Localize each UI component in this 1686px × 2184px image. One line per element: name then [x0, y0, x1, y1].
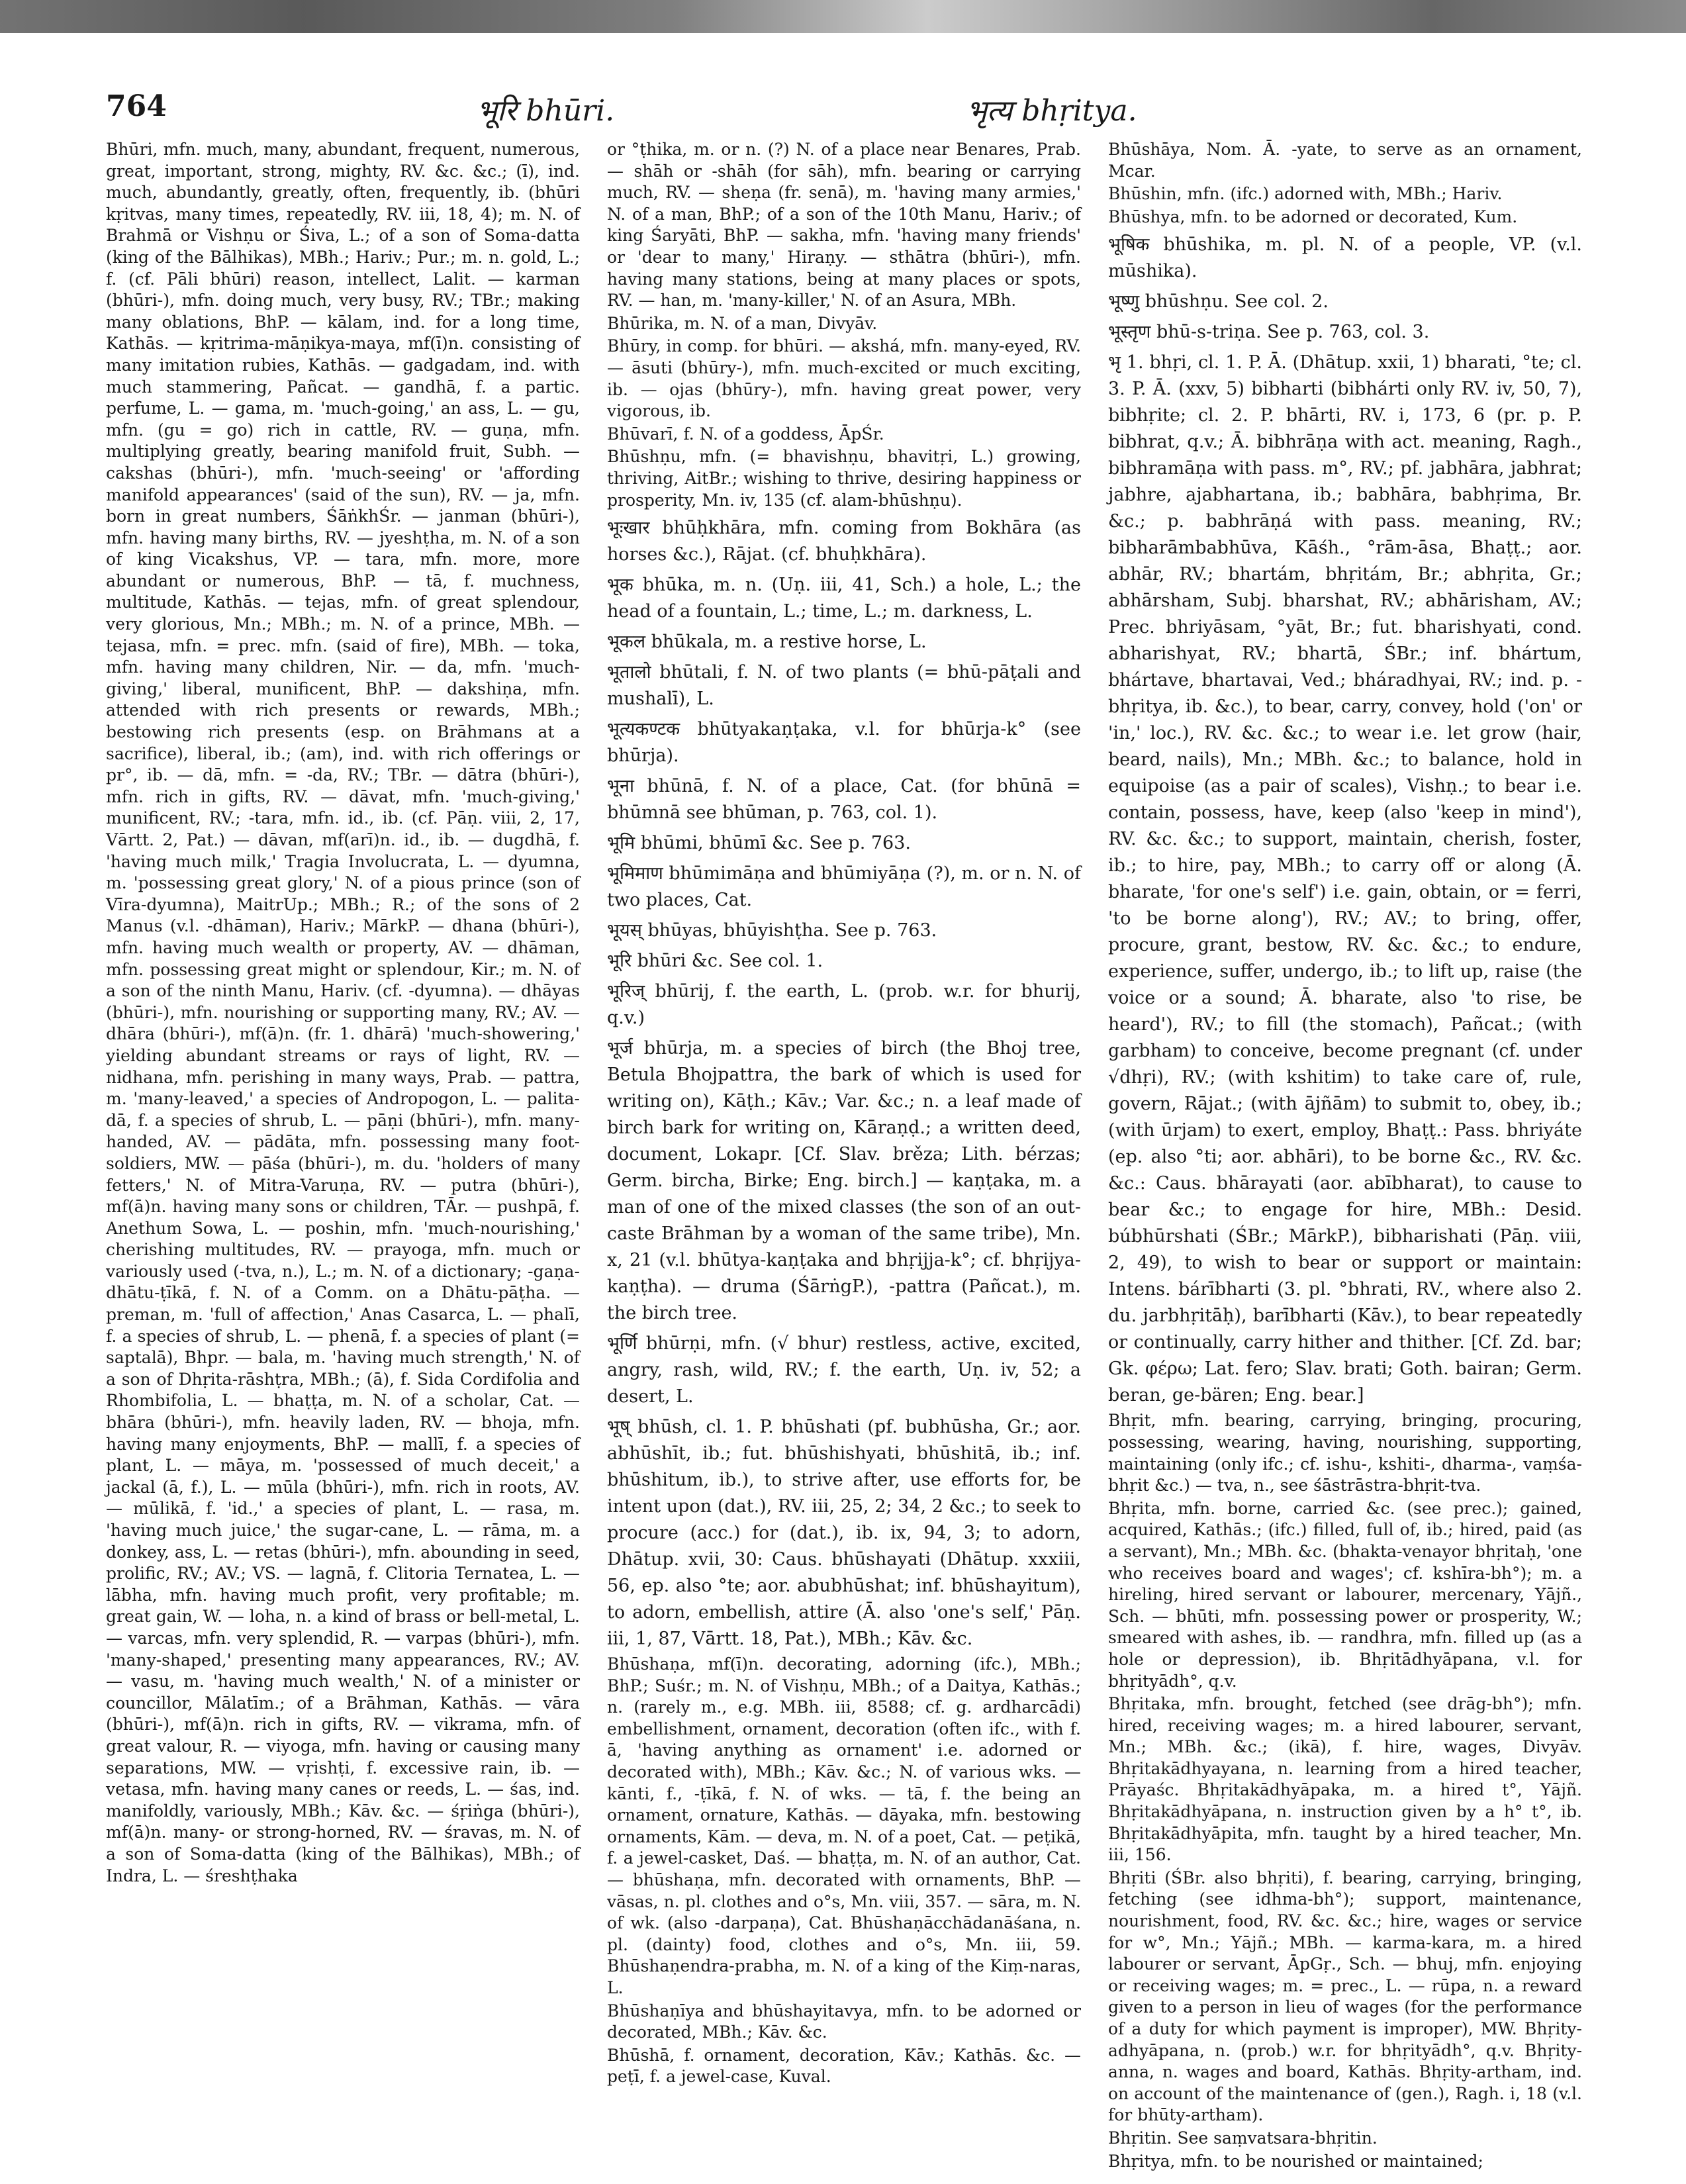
- column-3: [1108, 139, 1582, 2171]
- dictionary-entry: भूमिमाण bhūmimāṇa and bhūmiyāṇa (?), m. or n. N. of two places, Cat.: [607, 863, 1081, 911]
- dictionary-entry: Bhūshā, f. ornament, decoration, Kāv.; Kathās. &c. — peṭī, f. a jewel-case, Kuval.: [607, 2045, 1081, 2087]
- dictionary-entry: भृ 1. bhṛi, cl. 1. P. Ā. (Dhātup. xxii, 1) bharati, °te; cl. 3. P. Ā. (xxv, 5) bibharti (bibhárti only RV. iv, 50, 7), bibhṛite; cl. 2. P. bhārti, RV. i, 173, 6 (pr. p. P. bibhrat, q.v.; Ā. bibhrāṇa with act. meaning, Ragh., bibhramāṇa with pass. m°, RV.; pf. jabhāra, jabhrat; jabhre, ajabhartana, ib.; babhāra, babhṛima, Br. &c.; p. babhrāṇá with pass. meaning, RV.; bibharāmbabhūva, Kāśh., °rām-āsa, Bhaṭṭ.; aor. abhār, RV.; bhartám, bhṛitám, Br.; abhṛita, Gr.; abhārsham, Subj. bharshat, RV.; abhārisham, AV.; Prec. bhriyāsam, °yāt, Br.; fut. bharishyati, cond. abharishyat, RV.; bhartā, ŚBr.; inf. bhártum, bhártave, bhartavai, Ved.; bháradhyai, RV.; ind. p. -bhṛitya, ib. &c.), to bear, carry, convey, hold ('on' or 'in,' loc.), RV. &c. &c.; to wear i.e. let grow (hair, beard, nails), Mn.; MBh. &c.; to balance, hold in equipoise (as a pair of scales), Vishṇ.; to bear i.e. contain, possess, have, keep (also 'keep in mind'), RV. &c. &c.; to support, maintain, cherish, foster, ib.; to hire, pay, MBh.; to carry off or along (Ā. bharate, 'for one's self') i.e. gain, obtain, or = ferri, 'to be borne along'), RV.; AV.; to bring, offer, procure, grant, bestow, RV. &c. &c.; to endure, experience, suffer, undergo, ib.; to lift up, raise (the voice or a sound; Ā. bharate, also 'to rise, be heard'), RV.; to fill (the stomach), Pañcat.; (with garbham) to conceive, become pregnant (cf. under √dhṛi), RV.; (with kshitim) to take care of, rule, govern, Rājat.; (with ājñām) to submit to, obey, ib.; (with ūrjam) to exert, employ, Bhaṭṭ.: Pass. bhriyáte (ep. also °ti; aor. abhāri), to be borne &c., RV. &c. &c.: Caus. bhārayati (aor. abībharat), to cause to bear &c.; to engage for hire, MBh.: Desid. búbhūrshati (ŚBr.; MārkP.), bibharishati (Pāṇ. viii, 2, 49), to wish to bear or support or maintain: Intens. bárībharti (3. pl. °bhrati, RV., where also 2. du. jarbhṛitāḥ), barībharti (Kāv.), to bear repeatedly or continually, carry hither and thither. [Cf. Zd. bar; Gk. φέρω; Lat. fero; Slav. brati; Goth. bairan; Germ. beran, ge-bären; Eng. bear.]: [1108, 352, 1582, 1406]
- dictionary-entry: भूर्ज bhūrja, m. a species of birch (the Bhoj tree, Betula Bhojpattra, the bark of which is used for writing on), Kāṭh.; Kāv.; Var. &c.; n. a leaf made of birch bark for writing on, Kāraṇḍ.; a written deed, document, Lokapr. [Cf. Slav. brěza; Lith. bérzas; Germ. bircha, Birke; Eng. birch.] — kaṇṭaka, m. a man of one of the mixed classes (the son of an out-caste Brāhman by a woman of the same tribe), Mn. x, 21 (v.l. bhūtya-kaṇṭaka and bhṛijja-k°; cf. bhṛijya-kaṇṭha). — druma (ŚārṅgP.), -pattra (Pañcat.), m. the birch tree.: [607, 1038, 1081, 1324]
- dictionary-entry: भूष्णु bhūshṇu. See col. 2.: [1108, 291, 1329, 312]
- dictionary-entry: Bhṛitin. See saṃvatsara-bhṛitin.: [1108, 2128, 1378, 2148]
- dictionary-entry: Bhūrika, m. N. of a man, Divyāv.: [607, 313, 878, 333]
- dictionary-entry: Bhūry, in comp. for bhūri. — akshá, mfn. many-eyed, RV. — āsuti (bhūry-), mfn. much-excited or much exciting, ib. — ojas (bhūry-), mfn. having great power, very vigorous, ib.: [607, 336, 1081, 421]
- dictionary-entry: भूक bhūka, m. n. (Uṇ. iii, 41, Sch.) a hole, L.; the head of a fountain, L.; time, L.; m. darkness, L.: [607, 575, 1081, 622]
- page-number: 764: [106, 89, 167, 123]
- dictionary-entry: or °ṭhika, m. or n. (?) N. of a place near Benares, Prab. — shāh or -shāh (for sāh), mfn. bearing or carrying much, RV. — sheṇa (fr. senā), m. 'having many armies,' N. of a man, BhP.; of a son of the 10th Manu, Hariv.; of king Śaryāti, BhP. — sakha, mfn. 'having many friends' or 'dear to many,' Hiraṇy. — sthātra (bhūri-), mfn. having many stations, being at many places or spots, RV. — han, m. 'many-killer,' N. of an Asura, MBh.: [607, 140, 1081, 310]
- dictionary-entry: भूकल bhūkala, m. a restive horse, L.: [607, 632, 927, 653]
- scan-edge-band: [0, 0, 1686, 33]
- dictionary-entry: भूष् bhūsh, cl. 1. P. bhūshati (pf. bubhūsha, Gr.; aor. abhūshīt, ib.; fut. bhūshishyati, bhūshitā, ib.; inf. bhūshitum, ib.), to strive after, use efforts for, be intent upon (dat.), RV. iii, 25, 2; 34, 2 &c.; to seek to procure (acc.) for (dat.), ib. ix, 94, 3; to adorn, Dhātup. xvii, 30: Caus. bhūshayati (Dhātup. xxxiii, 56, ep. also °te; aor. abubhūshat; inf. bhūshayitum), to adorn, embellish, attire (Ā. also 'one's self,' Pāṇ. iii, 1, 87, Vārtt. 18, Pat.), MBh.; Kāv. &c.: [607, 1417, 1081, 1650]
- dictionary-entry: भूयस् bhūyas, bhūyishṭha. See p. 763.: [607, 920, 937, 941]
- dictionary-entry: भूरिज् bhūrij, f. the earth, L. (prob. w.r. for bhurij, q.v.): [607, 981, 1081, 1029]
- column-1: [106, 139, 580, 2152]
- dictionary-entry: Bhūshin, mfn. (ifc.) adorned with, MBh.; Hariv.: [1108, 184, 1503, 204]
- dictionary-entry: Bhūshya, mfn. to be adorned or decorated, Kum.: [1108, 207, 1518, 226]
- head-word-right: भृत्य bhṛitya.: [966, 94, 1137, 128]
- dictionary-entry: Bhṛita, mfn. borne, carried &c. (see prec.); gained, acquired, Kathās.; (ifc.) filled, full of, ib.; hired, paid (as a servant), Mn.; MBh. &c. (bhakta-venayor bhṛitaḥ, 'one who receives board and wages'; cf. kshīra-bh°); m. a hireling, hired servant or labourer, mercenary, Yājñ., Sch. — bhūti, mfn. possessing power or prosperity, W.; smeared with ashes, ib. — randhra, mfn. filled up (as a hole or depression), ib. Bhṛitādhyāpana, v.l. for bhṛityādh°, q.v.: [1108, 1498, 1582, 1691]
- dictionary-entry: Bhūshṇu, mfn. (= bhavishṇu, bhavitṛi, L.) growing, thriving, AitBr.; wishing to thrive, desiring happiness or prosperity, Mn. iv, 135 (cf. alam-bhūshṇu).: [607, 447, 1081, 510]
- dictionary-entry: भूस्तृण bhū-s-triṇa. See p. 763, col. 3.: [1108, 322, 1430, 343]
- dictionary-entry: भूतालो bhūtali, f. N. of two plants (= bhū-pāṭali and mushalī), L.: [607, 662, 1081, 710]
- dictionary-entry: भूःखार bhūḥkhāra, mfn. coming from Bokhāra (as horses &c.), Rājat. (cf. bhuḥkhāra).: [607, 518, 1081, 565]
- dictionary-entry: Bhṛit, mfn. bearing, carrying, bringing, procuring, possessing, wearing, having, nourishing, supporting, maintaining (only ifc.; cf. ishu-, kshiti-, dharma-, vaṃśa-bhṛit &c.) — tva, n., see śāstrāstra-bhṛit-tva.: [1108, 1411, 1582, 1496]
- running-head: [106, 89, 1562, 129]
- dictionary-entry: Bhūshaṇa, mf(ī)n. decorating, adorning (ifc.), MBh.; BhP.; Suśr.; m. N. of Vishṇu, MBh.; of a Daitya, Kathās.; n. (rarely m., e.g. MBh. iii, 8588; cf. g. ardharcādi) embellishment, ornament, decoration (often ifc., with f. ā, 'having anything as ornament' i.e. adorned or decorated with), MBh.; Kāv. &c.; N. of various wks. — kānti, f., -ṭīkā, f. N. of wks. — tā, f. the being an ornament, ornature, Kathās. — dāyaka, mfn. bestowing ornaments, Kām. — deva, m. N. of a poet, Cat. — peṭikā, f. a jewel-casket, Daś. — bhaṭṭa, m. N. of an author, Cat. — bhūshaṇa, mfn. decorated with ornaments, BhP. — vāsas, n. pl. clothes and o°s, Mn. viii, 357. — sāra, m. N. of wk. (also -darpaṇa), Cat. Bhūshaṇācchādanāśana, n. pl. (dainty) food, clothes and o°s, Mn. iii, 59. Bhūshaṇendra-prabha, m. N. of a king of the Kiṃ-naras, L.: [607, 1654, 1081, 1997]
- dictionary-entry: भूत्यकण्टक bhūtyakaṇṭaka, v.l. for bhūrja-k° (see bhūrja).: [607, 719, 1081, 767]
- dictionary-entry: Bhūshāya, Nom. Ā. -yate, to serve as an ornament, Mcar.: [1108, 140, 1582, 181]
- dictionary-entry: Bhūshaṇīya and bhūshayitavya, mfn. to be adorned or decorated, MBh.; Kāv. &c.: [607, 2001, 1081, 2042]
- column-2: [607, 139, 1081, 2152]
- dictionary-columns: [106, 139, 1582, 2171]
- dictionary-entry: Bhṛitya, mfn. to be nourished or maintained;: [1108, 2151, 1483, 2171]
- dictionary-entry: भूर्णि bhūrṇi, mfn. (√ bhur) restless, active, excited, angry, rash, wild, RV.; f. the earth, Uṇ. iv, 52; a desert, L.: [607, 1333, 1081, 1407]
- dictionary-entry: भूरि bhūri &c. See col. 1.: [607, 951, 823, 972]
- dictionary-entry: Bhūri, mfn. much, many, abundant, frequent, numerous, great, important, strong, mighty, RV. &c. &c.; (ī), ind. much, abundantly, greatly, often, frequently, ib. (bhūri kṛitvas, many times, repeatedly, RV. iii, 18, 4); m. N. of Brahmā or Vishṇu or Śiva, L.; of a son of Soma-datta (king of the Bālhikas), MBh.; Hariv.; Pur.; m. n. gold, L.; f. (cf. Pāli bhūri) reason, intellect, Lalit. — karman (bhūri-), mfn. doing much, very busy, RV.; TBr.; making many oblations, BhP. — kālam, ind. for a long time, Kathās. — kṛitrima-māṇikya-maya, mf(ī)n. consisting of many imitation rubies, Kathās. — gadgadam, ind. with much stammering, Pañcat. — gandhā, f. a partic. perfume, L. — gama, m. 'much-going,' an ass, L. — gu, mfn. (gu = go) rich in cattle, RV. — guṇa, mfn. multiplying greatly, bearing manifold fruit, Subh. — cakshas (bhūri-), mfn. 'much-seeing' or 'affording manifold appearances' (said of the sun), RV. — ja, mfn. born in great numbers, ŚāṅkhŚr. — janman (bhūri-), mfn. having many births, RV. — jyeshṭha, m. N. of a son of king Vicakshus, VP. — tara, mfn. more, more abundant or numerous, BhP. — tā, f. muchness, multitude, Kathās. — tejas, mfn. of great splendour, very glorious, Mn.; MBh.; m. N. of a prince, MBh. — tejasa, mfn. = prec. mfn. (said of fire), MBh. — toka, mfn. having many children, Nir. — da, mfn. 'much-giving,' liberal, munificent, BhP. — dakshiṇa, mfn. attended with rich presents or rewards, MBh.; bestowing rich presents (esp. on Brāhmans at a sacrifice), liberal, ib.; (am), ind. with rich offerings or pr°, ib. — dā, mfn. = -da, RV.; TBr. — dātra (bhūri-), mfn. rich in gifts, RV. — dāvat, mfn. 'much-giving,' munificent, RV.; -tara, mfn. id., ib. (cf. Pāṇ. viii, 2, 17, Vārtt. 2, Pat.) — dāvan, mf(arī)n. id., ib. — dugdhā, f. 'having much milk,' Tragia Involucrata, L. — dyumna, m. 'possessing great glory,' N. of a pious prince (son of Vīra-dyumna), MaitrUp.; MBh.; R.; of the sons of 2 Manus (v.l. -dhāman), Hariv.; MārkP. — dhana (bhūri-), mfn. having much wealth or property, AV. — dhāman, mfn. possessing great might or splendour, Kir.; m. N. of a son of the ninth Manu, Hariv. (cf. -dyumna). — dhāyas (bhūri-), mfn. nourishing or supporting many, RV.; AV. — dhāra (bhūri-), mf(ā)n. (fr. 1. dhārā) 'much-showering,' yielding abundant streams or rays of light, RV. — nidhana, mfn. perishing in many ways, Prab. — pattra, m. 'many-leaved,' a species of Andropogon, L. — palita-dā, f. a species of shrub, L. — pāṇi (bhūri-), mfn. many-handed, AV. — pādāta, mfn. possessing many foot-soldiers, MW. — pāśa (bhūri-), m. du. 'holders of many fetters,' N. of Mitra-Varuṇa, RV. — putra (bhūri-), mf(ā)n. having many sons or children, TĀr. — pushpā, f. Anethum Sowa, L. — poshin, mfn. 'much-nourishing,' cherishing multitudes, RV. — prayoga, mfn. much or variously used (-tva, n.), L.; m. N. of a dictionary; -gaṇa-dhātu-ṭīkā, f. N. of a Comm. on a Dhātu-pāṭha. — preman, m. 'full of affection,' Anas Casarca, L. — phalī, f. a species of shrub, L. — phenā, f. a species of plant (= saptalā), Bhpr. — bala, m. 'having much strength,' N. of a son of Dhṛita-rāshṭra, MBh.; (ā), f. Sida Cordifolia and Rhombifolia, L. — bhaṭṭa, m. N. of a scholar, Cat. — bhāra (bhūri-), mfn. heavily laden, RV. — bhoja, mfn. having many enjoyments, BhP. — mallī, f. a species of plant, L. — māya, m. 'possessed of much deceit,' a jackal (ā, f.), L. — mūla (bhūri-), mfn. rich in roots, AV. — mūlikā, f. 'id.,' a species of plant, L. — rasa, m. 'having much juice,' the sugar-cane, L. — rāma, m. a donkey, ass, L. — retas (bhūri-), mfn. abounding in seed, prolific, RV.; AV.; VS. — lagnā, f. Clitoria Ternatea, L. — lābha, mfn. having much profit, very profitable; m. great gain, W. — loha, n. a kind of brass or bell-metal, L. — varcas, mfn. very splendid, R. — varpas (bhūri-), mfn. 'many-shaped,' presenting many appearances, RV.; AV. — vasu, m. 'having much wealth,' N. of a minister or councillor, Mālatīm.; of a Brāhman, Kathās. — vāra (bhūri-), mf(ā)n. rich in gifts, RV. — vikrama, mfn. of great valour, R. — viyoga, mfn. having or causing many separations, MW. — vṛishṭi, f. excessive rain, ib. — vetasa, mfn. having many canes or reeds, L. — śas, ind. manifoldly, variously, MBh.; Kāv. &c. — śṛiṅga (bhūri-), mf(ā)n. many- or strong-horned, RV. — śravas, m. N. of a son of Soma-datta (king of the Bālhikas), MBh.; of Indra, L. — śreshṭhaka: [106, 140, 580, 1885]
- dictionary-entry: भूषिक bhūshika, m. pl. N. of a people, VP. (v.l. mūshika).: [1108, 234, 1582, 282]
- dictionary-entry: Bhṛiti (ŚBr. also bhṛiti), f. bearing, carrying, bringing, fetching (see idhma-bh°); support, maintenance, nourishment, food, RV. &c. &c.; hire, wages or service for w°, Mn.; Yājñ.; MBh. — karma-kara, m. a hired labourer or servant, ĀpGṛ., Sch. — bhuj, mfn. enjoying or receiving wages; m. = prec., L. — rūpa, n. a reward given to a person in lieu of wages (for the performance of a duty for which payment is improper), MW. Bhṛity-adhyāpana, n. (prob.) w.r. for bhṛityādh°, q.v. Bhṛity-anna, n. wages and board, Kathās. Bhṛity-artham, ind. on account of the maintenance of (gen.), Ragh. i, 18 (v.l. for bhūty-artham).: [1108, 1868, 1582, 2125]
- dictionary-entry: Bhūvarī, f. N. of a goddess, ĀpŚr.: [607, 424, 884, 444]
- head-word-left: भूरि bhūri.: [477, 94, 615, 128]
- dictionary-entry: भूमि bhūmi, bhūmī &c. See p. 763.: [607, 833, 911, 854]
- dictionary-entry: भूना bhūnā, f. N. of a place, Cat. (for bhūnā = bhūmnā see bhūman, p. 763, col. 1).: [607, 776, 1081, 824]
- dictionary-entry: Bhṛitaka, mfn. brought, fetched (see drāg-bh°); mfn. hired, receiving wages; m. a hired labourer, servant, Mn.; MBh. &c.; (ikā), f. hire, wages, Divyāv. Bhṛitakādhyayana, n. learning from a hired teacher, Prāyaśc. Bhṛitakādhyāpaka, m. a hired t°, Yājñ. Bhṛitakādhyāpana, n. instruction given by a h° t°, ib. Bhṛitakādhyāpita, mfn. taught by a hired teacher, Mn. iii, 156.: [1108, 1694, 1582, 1865]
